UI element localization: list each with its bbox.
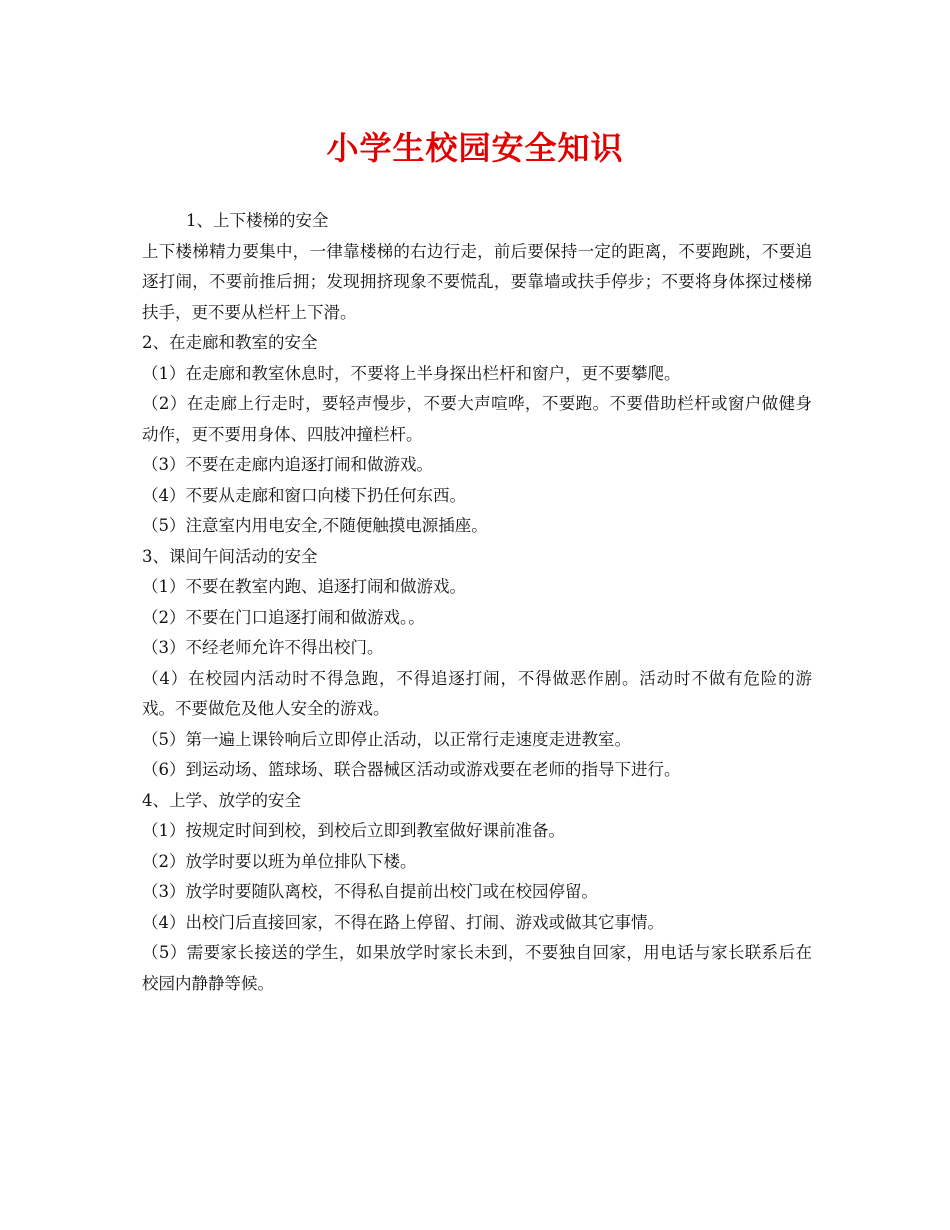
- list-item: （4）出校门后直接回家，不得在路上停留、打闹、游戏或做其它事情。: [142, 912, 664, 932]
- list-item: （3）不经老师允许不得出校门。: [142, 638, 384, 657]
- list-item: （4）不要从走廊和窗口向楼下扔任何东西。: [142, 485, 466, 505]
- section-heading: 2、在走廊和教室的安全: [142, 333, 318, 352]
- list-item: （4）在校园内活动时不得急跑，不得追逐打闹，不得做恶作剧。活动时不做有危险的游戏。不要做危及他人安全的游戏。: [142, 668, 812, 718]
- section-paragraph: 上下楼梯精力要集中，一律靠楼梯的右边行走，前后要保持一定的距离，不要跑跳，不要追逐打闹，不要前推后拥；发现拥挤现象不要慌乱，要靠墙或扶手停步；不要将身体探过楼梯扶手，更不要从栏杆上下滑。: [142, 241, 812, 322]
- document-title: 小学生校园安全知识: [326, 129, 624, 167]
- section-heading: 3、课间午间活动的安全: [142, 546, 318, 566]
- list-item: （2）在走廊上行走时，要轻声慢步，不要大声喧哗，不要跑。不要借助栏杆或窗户做健身动作，更不要用身体、四肢冲撞栏杆。: [142, 394, 812, 444]
- list-item: （5）第一遍上课铃响后立即停止活动，以正常行走速度走进教室。: [142, 729, 631, 749]
- document-body: [142, 206, 812, 999]
- list-item: （1）按规定时间到校，到校后立即到教室做好课前准备。: [142, 821, 565, 840]
- section-heading: 1、上下楼梯的安全: [186, 211, 329, 230]
- list-item: （2）不要在门口追逐打闹和做游戏。。: [142, 607, 425, 627]
- list-item: （5）注意室内用电安全,不随便触摸电源插座。: [142, 516, 488, 535]
- list-item: （2）放学时要以班为单位排队下楼。: [142, 851, 417, 871]
- list-item: （1）在走廊和教室休息时，不要将上半身探出栏杆和窗户，更不要攀爬。: [142, 363, 681, 383]
- list-item: （5）需要家长接送的学生，如果放学时家长未到，不要独自回家，用电话与家长联系后在校园内静静等候。: [142, 943, 812, 993]
- list-item: （1）不要在教室内跑、追逐打闹和做游戏。: [142, 577, 466, 596]
- list-item: （6）到运动场、篮球场、联合器械区活动或游戏要在老师的指导下进行。: [142, 760, 681, 779]
- section-heading: 4、上学、放学的安全: [142, 790, 301, 810]
- list-item: （3）放学时要随队离校，不得私自提前出校门或在校园停留。: [142, 882, 598, 901]
- list-item: （3）不要在走廊内追逐打闹和做游戏。: [142, 455, 433, 474]
